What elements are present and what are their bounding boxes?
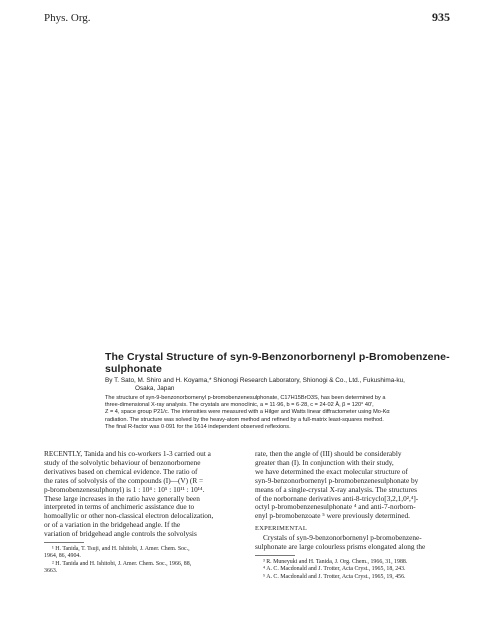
journal-section-header: Phys. Org. xyxy=(44,12,91,24)
body-line: rate, then the angle of (III) should be considerably xyxy=(255,449,402,458)
body-line: sulphonate are large colourless prisms elongated along the xyxy=(255,542,426,552)
body-line: interpreted in terms of anchimeric assistance due to xyxy=(44,502,195,512)
article-abstract xyxy=(105,395,465,431)
abstract-line: The final R-factor was 0·091 for the 1614 independent observed reflexions. xyxy=(105,423,291,430)
footnote-line: ³ R. Muneyuki and H. Tanida, J. Org. Chem., 1966, 31, 1988. xyxy=(263,559,408,565)
body-line: means of a single-crystal X-ray analysis. The structures xyxy=(255,484,417,494)
abstract-line: radiation. The structure was solved by the heavy-atom method and refined by a full-matrix least-squares method. xyxy=(105,416,384,423)
body-line: Crystals of syn-9-benzonorbornenyl p-bromobenzene- xyxy=(263,533,422,543)
body-column-right xyxy=(255,450,460,552)
footnote-line: ² H. Tanida and H. Ishitobi, J. Amer. Chem. Soc., 1966, 88, xyxy=(52,560,192,567)
body-line: RECENTLY, Tanida and his co-workers 1-3 carried out a xyxy=(44,449,211,458)
authors-line-2: Osaka, Japan xyxy=(135,385,175,392)
footnote-divider xyxy=(44,542,84,543)
abstract-line: Z = 4, space group P21/c. The intensities were measured with a Hilger and Watts linear diffractometer using Mo-Kα xyxy=(105,409,390,416)
article-title-line-1: The Crystal Structure of syn-9-Benzonorbornenyl p-Bromobenzene- xyxy=(105,351,450,363)
body-line: of the norbornane derivatives anti-8-tricyclo[3,2,1,0²,⁴]- xyxy=(255,493,419,503)
footnote-line: ⁴ A. C. Macdonald and J. Trotter, Acta Cryst., 1965, 18, 243. xyxy=(263,566,406,573)
footnote-line: ⁵ A. C. Macdonald and J. Trotter, Acta Cryst., 1965, 19, 456. xyxy=(263,573,406,580)
footnote-line: 1964, 86, 4904. xyxy=(44,553,81,560)
body-line: p-bromobenzenesulphonyl) is 1 : 10⁴ : 10⁵ : 10¹¹ : 10¹⁴. xyxy=(44,484,205,494)
body-line: or of a variation in the bridgehead angle. If the xyxy=(44,520,181,530)
footnote-line: 3663. xyxy=(44,568,58,575)
article-title xyxy=(105,351,465,375)
authors-line-1: By T. Sato, M. Shiro and H. Koyama,* Shionogi Research Laboratory, Shionogi & Co., Ltd., Fukushima-ku, xyxy=(105,377,405,384)
body-column-left xyxy=(44,450,249,539)
article-title-line-2: sulphonate xyxy=(105,363,163,375)
body-line: homoallylic or other non-classical electron delocalization, xyxy=(44,511,214,521)
body-line: octyl p-bromobenzenesulphonate ⁴ and anti-7-norborn- xyxy=(255,502,416,512)
article-authors xyxy=(105,377,465,393)
page-number: 935 xyxy=(432,10,450,24)
footnotes-left xyxy=(44,546,249,576)
abstract-line: The structure of syn-9-benzonorbornenyl p-bromobenzenesulphonate, C17H15BrO3S, has been determined by a xyxy=(105,395,386,401)
body-line: we have determined the exact molecular structure of xyxy=(255,466,408,476)
body-line: greater than (I). In conjunction with their study, xyxy=(255,457,394,467)
abstract-line: three-dimensional X-ray analysis. The crystals are monoclinic, a = 11·96, b = 6·28, c = 24·02 Å, β = 120° 40′, xyxy=(105,402,374,409)
footnote-line: ¹ H. Tanida, T. Tsuji, and H. Ishitobi, J. Amer. Chem. Soc., xyxy=(52,546,190,552)
body-line: variation of bridgehead angle controls the solvolysis xyxy=(44,529,197,539)
body-line: These large increases in the ratio have generally been xyxy=(44,493,200,503)
body-line: syn-9-benzonorbornenyl p-bromobenzenesulphonate by xyxy=(255,475,419,485)
section-heading-experimental: EXPERIMENTAL xyxy=(255,525,308,533)
body-line: study of the solvolytic behaviour of benzonorbornene xyxy=(44,457,201,467)
body-line: the rates of solvolysis of the compounds (I)—(V) (R = xyxy=(44,475,204,485)
body-line: derivatives based on chemical evidence. The ratio of xyxy=(44,466,198,476)
body-line: enyl p-bromobenzoate ⁵ were previously determined. xyxy=(255,511,410,521)
footnotes-right xyxy=(255,559,460,581)
footnote-divider xyxy=(255,555,295,556)
